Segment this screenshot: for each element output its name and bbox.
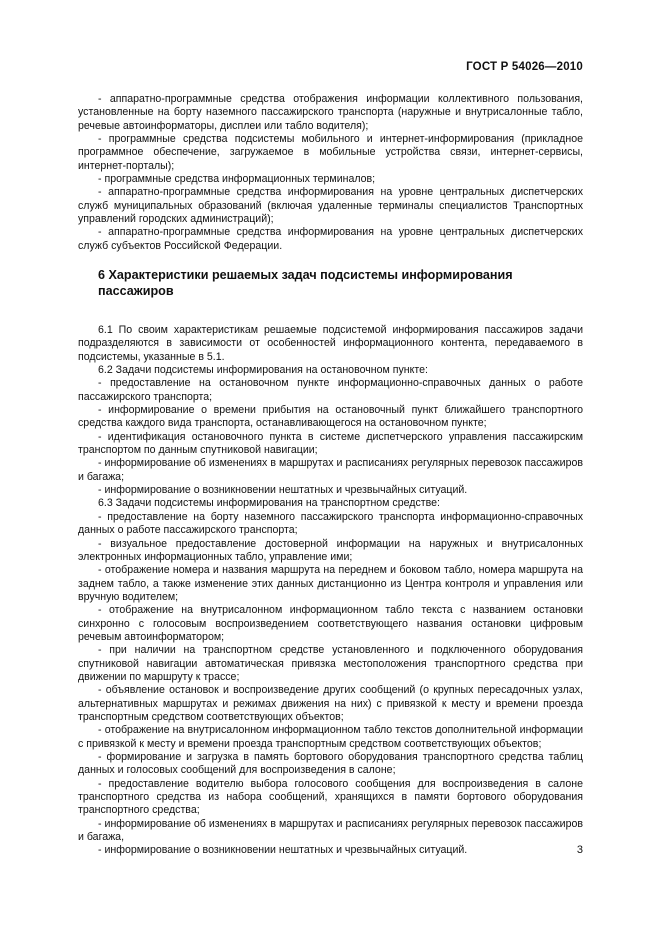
list-item: - информирование о возникновении нештатных и чрезвычайных ситуаций. xyxy=(98,484,468,497)
list-item: - предоставление водителю выбора голосового сообщения для воспроизведения в салоне транспортного средства из набора сообщений, хранящихся в памяти бортового оборудования транспортного средства; xyxy=(78,777,583,817)
list-item: - отображение на внутрисалонном информационном табло текста с названием остановки синхронно с голосовым воспроизведением соответствующего названия остановки цифровым речевым автоинформатором; xyxy=(78,604,583,643)
list-item: - аппаратно-программные средства информирования на уровне центральных диспетчерских служб субъектов Российской Федерации. xyxy=(78,226,583,252)
paragraph: 6.1 По своим характеристикам решаемые подсистемой информирования пассажиров задачи подразделяются в зависимости от особенностей информационного контента, передаваемого в подсистемы, указанные в 5.1. xyxy=(78,324,583,363)
list-item: - аппаратно-программные средства отображения информации коллективного пользования, установленные на борту наземного пассажирского транспорта (наружные и внутрисалонные табло, речевые автоинформаторы, дисплеи или табло водителя); xyxy=(78,93,583,132)
paragraph: 6.3 Задачи подсистемы информирования на транспортном средстве: xyxy=(98,497,440,510)
list-item: - информирование о времени прибытия на остановочный пункт ближайшего транспортного средства каждого вида транспорта, останавливающегося на остановочном пункте; xyxy=(78,404,583,430)
list-item: - предоставление на борту наземного пассажирского транспорта информационно-справочных данных о работе пассажирского транспорта; xyxy=(78,510,583,537)
page-number: 3 xyxy=(576,844,583,856)
list-item: - визуальное предоставление достоверной информации на наружных и внутрисалонных электронных информационных табло, управление ими; xyxy=(78,537,583,563)
list-item: - аппаратно-программные средства информирования на уровне центральных диспетчерских служб муниципальных образований (включая удаленные терминалы специалистов Транспортных управлений городских администраций); xyxy=(78,186,583,226)
list-item: - идентификация остановочного пункта в системе диспетчерского управления пассажирским транспортом по данным спутниковой навигации; xyxy=(78,430,583,457)
list-item: - формирование и загрузка в память бортового оборудования транспортного средства таблиц данных и голосовых сообщений для воспроизведения в салоне; xyxy=(78,751,583,777)
list-item: - программные средства подсистемы мобильного и интернет-информирования (прикладное программное обеспечение, загружаемое в мобильные устройства связи, интернет-сервисы, интернет-порталы); xyxy=(78,133,583,172)
list-item: - объявление остановок и воспроизведение других сообщений (о крупных пересадочных узлах, альтернативных маршрутах и режимах движения на них) с привязкой к месту и времени проезда транспортным средством соответствующих объектов; xyxy=(78,684,583,723)
list-item: - информирование о возникновении нештатных и чрезвычайных ситуаций. xyxy=(98,844,468,857)
section-body xyxy=(78,324,583,858)
list-item: - отображение номера и названия маршрута на переднем и боковом табло, номера маршрута на заднем табло, а также изменение этих данных дистанционно из Центра контроля и управления или вручную водителем; xyxy=(78,564,583,603)
top-list xyxy=(78,93,583,253)
standard-header: ГОСТ Р 54026—2010 xyxy=(466,61,583,73)
list-item: - при наличии на транспортном средстве установленного и подключенного оборудования спутниковой навигации автоматическая привязка местоположения транспортного средства при движении по маршруту к трассе; xyxy=(78,644,583,683)
list-item: - информирование об изменениях в маршрутах и расписаниях регулярных перевозок пассажиров и багажа, xyxy=(78,817,583,844)
list-item: - программные средства информационных терминалов; xyxy=(98,173,376,186)
list-item: - отображение на внутрисалонном информационном табло текстов дополнительной информации с привязкой к месту и времени проезда транспортным средством соответствующих объектов; xyxy=(78,724,583,750)
list-item: - информирование об изменениях в маршрутах и расписаниях регулярных перевозок пассажиров и багажа; xyxy=(78,457,583,483)
section-title: 6 Характеристики решаемых задач подсистемы информирования пассажиров xyxy=(98,268,513,298)
list-item: - предоставление на остановочном пункте информационно-справочных данных о работе пассажирского транспорта; xyxy=(78,377,583,403)
paragraph: 6.2 Задачи подсистемы информирования на остановочном пункте: xyxy=(98,364,428,377)
